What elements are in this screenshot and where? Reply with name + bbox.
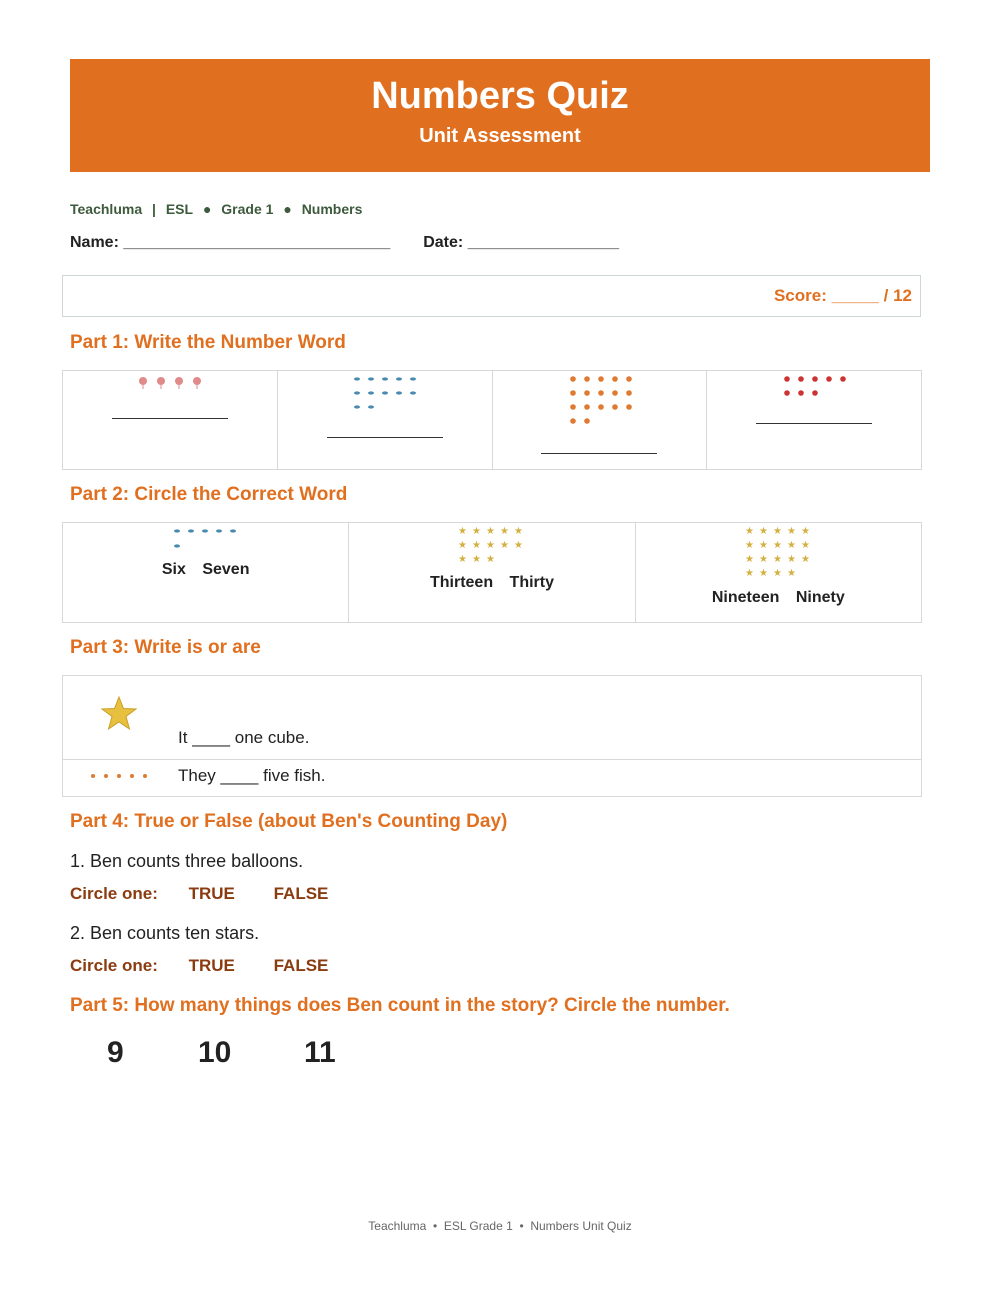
grade-label: Grade 1 — [221, 201, 274, 217]
fish-icon — [172, 526, 242, 550]
word-choices — [63, 561, 348, 579]
svg-text:★: ★ — [786, 540, 796, 551]
fish-icon-group — [172, 526, 242, 550]
sentence-1 — [178, 728, 309, 748]
svg-text:★: ★ — [786, 554, 796, 565]
svg-text:★: ★ — [758, 526, 768, 537]
sentence-post: five fish. — [263, 766, 326, 785]
svg-text:★: ★ — [486, 526, 496, 537]
svg-text:★: ★ — [800, 540, 810, 551]
date-blank[interactable]: _________________ — [467, 234, 619, 251]
option-a[interactable]: Thirteen — [429, 574, 494, 591]
balloon-icon — [137, 375, 207, 391]
svg-text:★: ★ — [744, 568, 754, 578]
brand-label: Teachluma — [70, 201, 143, 217]
part1-item — [493, 371, 708, 469]
balloon-icon-group — [137, 375, 207, 391]
option-b[interactable]: Thirty — [509, 574, 554, 591]
orange-dot-icon — [567, 374, 637, 426]
star-icon-group — [744, 524, 814, 578]
svg-text:★: ★ — [744, 554, 754, 565]
part1-item — [63, 371, 278, 469]
circle-row-2 — [70, 956, 328, 976]
answer-blank[interactable] — [112, 418, 228, 419]
fish-icon — [89, 772, 151, 780]
footer-bullet: • — [519, 1219, 524, 1233]
sentence-2 — [178, 766, 325, 786]
svg-text:★: ★ — [744, 526, 754, 537]
number-option[interactable]: 11 — [304, 1036, 336, 1069]
page-footer — [0, 1219, 1000, 1233]
svg-text:★: ★ — [800, 526, 810, 537]
svg-text:★: ★ — [772, 526, 782, 537]
sentence-blank[interactable]: ____ — [220, 766, 259, 785]
svg-text:★: ★ — [500, 540, 510, 551]
sentence-pre: They — [178, 766, 216, 785]
score-label: Score: — [773, 286, 827, 305]
svg-text:★: ★ — [758, 554, 768, 565]
part5-title: Part 5: How many things does Ben count in the story? Circle the number. — [70, 995, 730, 1016]
option-b[interactable]: Ninety — [795, 589, 845, 606]
circle-row-1 — [70, 884, 328, 904]
fish-icon-group — [352, 375, 422, 409]
star-icon-group — [457, 524, 527, 564]
star-icon — [744, 524, 814, 578]
part2-item — [636, 523, 921, 622]
option-b[interactable]: Seven — [202, 561, 250, 578]
svg-text:★: ★ — [486, 540, 496, 551]
option-a[interactable]: Nineteen — [711, 589, 780, 606]
svg-text:★: ★ — [758, 568, 768, 578]
red-dot-icon — [781, 374, 851, 398]
circle-label: Circle one: — [70, 956, 158, 975]
page-subtitle: Unit Assessment — [419, 125, 581, 147]
part1-grid — [62, 370, 922, 470]
answer-blank[interactable] — [541, 453, 657, 454]
part2-item — [63, 523, 349, 622]
svg-text:★: ★ — [744, 540, 754, 551]
option-a[interactable]: Six — [161, 561, 186, 578]
score-total: / 12 — [883, 286, 912, 305]
svg-text:★: ★ — [772, 568, 782, 578]
svg-text:★: ★ — [758, 540, 768, 551]
svg-text:★: ★ — [458, 554, 468, 564]
score-box — [62, 275, 921, 317]
svg-text:★: ★ — [514, 526, 524, 537]
sentence-pre: It — [178, 728, 188, 747]
sentence-post: one cube. — [234, 728, 310, 747]
answer-blank[interactable] — [327, 437, 443, 438]
circle-label: Circle one: — [70, 884, 158, 903]
part3-box — [62, 675, 922, 797]
row-divider — [63, 759, 921, 760]
fish-icon — [352, 375, 422, 409]
dot-icon-group — [781, 374, 851, 398]
footer-doc: Numbers Unit Quiz — [530, 1219, 632, 1233]
svg-text:★: ★ — [458, 526, 468, 537]
svg-text:★: ★ — [772, 540, 782, 551]
part1-title: Part 1: Write the Number Word — [70, 332, 346, 353]
title-banner — [70, 59, 930, 172]
part2-item — [349, 523, 635, 622]
svg-text:★: ★ — [786, 568, 796, 578]
star-icon — [457, 524, 527, 564]
fish-icon-group — [89, 772, 151, 780]
meta-line — [70, 201, 362, 217]
meta-bullet: ● — [283, 201, 292, 217]
name-blank[interactable]: ______________________________ — [123, 234, 391, 251]
svg-text:★: ★ — [514, 540, 524, 551]
svg-text:★: ★ — [486, 554, 496, 564]
word-choices — [349, 574, 634, 592]
part1-item — [707, 371, 921, 469]
question-2: 2. Ben counts ten stars. — [70, 923, 260, 943]
part2-title: Part 2: Circle the Correct Word — [70, 484, 348, 505]
false-option[interactable]: FALSE — [273, 956, 329, 975]
footer-brand: Teachluma — [368, 1219, 427, 1233]
svg-text:★: ★ — [786, 526, 796, 537]
footer-course: ESL Grade 1 — [443, 1219, 513, 1233]
answer-blank[interactable] — [756, 423, 872, 424]
svg-text:★: ★ — [472, 554, 482, 564]
svg-text:★: ★ — [472, 540, 482, 551]
subject-label: ESL — [165, 201, 194, 217]
date-label: Date: — [423, 234, 464, 251]
svg-text:★: ★ — [772, 554, 782, 565]
svg-text:★: ★ — [800, 554, 810, 565]
part3-title: Part 3: Write is or are — [70, 637, 261, 658]
sentence-blank[interactable]: ____ — [192, 728, 231, 747]
cube-star-icon-wrap — [101, 696, 137, 730]
topic-label: Numbers — [301, 201, 363, 217]
svg-text:★: ★ — [500, 526, 510, 537]
true-option[interactable]: TRUE — [188, 884, 235, 903]
part4-title: Part 4: True or False (about Ben's Counting Day) — [70, 811, 508, 832]
svg-text:★: ★ — [458, 540, 468, 551]
number-option[interactable]: 10 — [198, 1036, 232, 1069]
cube-star-icon — [101, 696, 137, 730]
true-option[interactable]: TRUE — [188, 956, 235, 975]
footer-bullet: • — [432, 1219, 438, 1233]
meta-bullet: ● — [202, 201, 212, 217]
false-option[interactable]: FALSE — [273, 884, 329, 903]
name-label: Name: — [70, 234, 119, 251]
page-title: Numbers Quiz — [371, 75, 629, 117]
part2-grid — [62, 522, 922, 623]
word-choices — [636, 589, 921, 607]
meta-divider: | — [152, 201, 156, 217]
dot-icon-group — [567, 374, 637, 426]
number-option[interactable]: 9 — [107, 1036, 124, 1069]
svg-text:★: ★ — [472, 526, 482, 537]
question-1: 1. Ben counts three balloons. — [70, 851, 304, 871]
score-field — [774, 286, 912, 306]
part1-item — [278, 371, 493, 469]
score-blank[interactable]: _____ — [831, 286, 879, 305]
name-date-line — [70, 234, 619, 252]
